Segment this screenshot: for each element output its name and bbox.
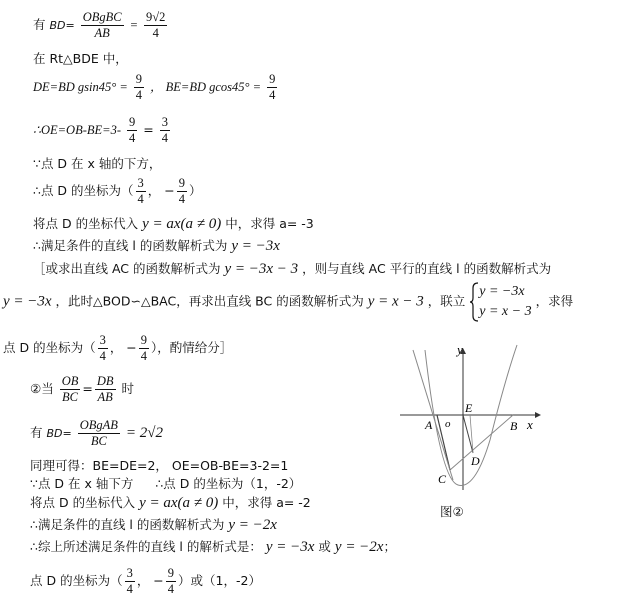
text: ，求得 xyxy=(535,293,574,309)
line-alt-method-1 xyxy=(33,260,551,278)
denominator: BC xyxy=(62,390,79,404)
fraction xyxy=(139,333,149,364)
equation-system xyxy=(479,282,531,322)
equation: y = −3x xyxy=(479,284,525,299)
equation: y = −3x xyxy=(3,293,52,310)
denominator: BC xyxy=(90,434,107,448)
numerator: 9 xyxy=(140,333,148,347)
numerator: 9 xyxy=(135,72,143,86)
text: ∵点 D 在 x 轴下方 xyxy=(30,476,134,491)
numerator: OBgAB xyxy=(79,418,118,432)
line-case-2 xyxy=(30,374,134,405)
text: ∴点 D 的坐标为（ xyxy=(33,183,134,198)
numerator: OBgBC xyxy=(82,10,122,24)
text: 点 D 的坐标为（ xyxy=(3,340,96,355)
line-rt-triangle: 在 Rt△BDE 中， xyxy=(33,51,128,66)
text: BD= xyxy=(46,427,72,440)
text: ， BE=BD gcos45° = xyxy=(150,80,262,94)
numerator: 3 xyxy=(99,333,106,347)
equation: y = −2x xyxy=(228,517,277,533)
text: DE=BD gsin45° = xyxy=(33,80,128,94)
point-d-label: D xyxy=(471,454,480,468)
text: ，此时△BOD∽△BAC，再求出直线 BC 的函数解析式为 xyxy=(55,293,364,309)
line-alt-method-2 xyxy=(3,282,573,322)
line-d-below-x: ∵点 D 在 x 轴的下方， xyxy=(33,156,162,171)
y-label: y xyxy=(457,342,463,357)
fraction xyxy=(95,374,116,405)
x-label: x xyxy=(527,417,533,432)
text: ， − xyxy=(109,340,137,355)
fraction xyxy=(78,418,120,449)
text: = 2√2 xyxy=(125,425,163,441)
text: 将点 D 的坐标代入 xyxy=(33,216,139,231)
line-substitute-2 xyxy=(30,494,311,512)
line-result-1 xyxy=(33,237,280,255)
denominator: AB xyxy=(97,390,113,404)
fraction xyxy=(144,10,167,41)
fraction xyxy=(81,10,124,41)
denominator: 4 xyxy=(161,131,168,145)
fraction xyxy=(166,566,176,597)
text: 中，求得 a= -3 xyxy=(225,216,314,231)
line-oe xyxy=(33,115,172,146)
text: 有 xyxy=(30,425,43,440)
line-bd-formula-1 xyxy=(33,10,169,41)
text: ［或求出直线 AC 的函数解析式为 xyxy=(33,261,221,276)
text: = xyxy=(143,122,154,137)
text: ， − xyxy=(136,573,164,588)
text: ； xyxy=(383,539,396,554)
fraction xyxy=(125,566,135,597)
point-o-label: o xyxy=(445,418,451,430)
equation: y = −3x xyxy=(231,238,280,254)
text: BD= xyxy=(49,19,75,32)
x-axis-arrow-icon xyxy=(535,412,541,418)
point-a-label: A xyxy=(425,418,433,432)
text: 中，求得 a= -2 xyxy=(222,495,311,510)
line-result-2 xyxy=(30,516,277,534)
brace-icon xyxy=(469,282,479,322)
denominator: 4 xyxy=(137,192,144,206)
text: ∴综上所述满足条件的直线 l 的解析式是： xyxy=(30,539,262,554)
line-final-coords xyxy=(30,566,261,597)
numerator: 9 xyxy=(128,115,136,129)
denominator: 4 xyxy=(99,349,106,363)
system-brace xyxy=(469,282,479,322)
text: = xyxy=(129,18,139,32)
fraction xyxy=(267,72,277,103)
denominator: 4 xyxy=(167,582,175,596)
text: 有 xyxy=(33,17,46,32)
line-d-coord-2 xyxy=(3,333,232,364)
point-e-label: E xyxy=(465,401,473,415)
point-c-label: C xyxy=(438,472,447,486)
denominator: 4 xyxy=(269,88,276,102)
denominator: 4 xyxy=(140,349,148,363)
denominator: 4 xyxy=(135,88,143,102)
text: ，联立 xyxy=(427,293,466,309)
numerator: 9 xyxy=(167,566,175,580)
line-de-be xyxy=(33,72,279,103)
fraction xyxy=(60,374,81,405)
equation: y = ax(a ≠ 0) xyxy=(139,495,219,511)
numerator: 3 xyxy=(161,115,168,129)
text: ∴OE=OB-BE=3- xyxy=(33,123,121,137)
denominator: 4 xyxy=(152,26,159,40)
denominator: 4 xyxy=(128,131,136,145)
fraction xyxy=(177,176,187,207)
denominator: 4 xyxy=(126,582,133,596)
fraction xyxy=(136,176,146,207)
text: ，则与直线 AC 平行的直线 l 的函数解析式为 xyxy=(302,261,552,276)
figure-caption: 图② xyxy=(440,504,464,519)
equation: y = −2x xyxy=(334,539,384,555)
text: = xyxy=(82,381,93,396)
text: ②当 xyxy=(30,381,54,396)
text: ），酌情给分］ xyxy=(151,340,233,355)
numerator: 9 xyxy=(269,72,276,86)
point-b-label: B xyxy=(510,419,518,433)
line-summary xyxy=(30,538,396,556)
line-same-reasoning: 同理可得：BE=DE=2， OE=OB-BE=3-2=1 xyxy=(30,458,289,473)
text: ∴满足条件的直线 l 的函数解析式为 xyxy=(30,517,225,532)
numerator: 9 xyxy=(178,176,185,190)
numerator: OB xyxy=(61,374,79,388)
fraction xyxy=(134,72,144,103)
fraction xyxy=(98,333,108,364)
numerator: 3 xyxy=(137,176,144,190)
equation: y = x − 3 xyxy=(367,293,424,310)
line-d-coord-1 xyxy=(33,176,202,207)
equation: y = ax(a ≠ 0) xyxy=(142,216,222,232)
text: 点 D 的坐标为（ xyxy=(30,573,123,588)
text: 时 xyxy=(121,381,135,396)
denominator: 4 xyxy=(178,192,185,206)
line-substitute-1 xyxy=(33,215,314,233)
numerator: DB xyxy=(96,374,114,388)
line-cb xyxy=(450,415,513,470)
numerator: 3 xyxy=(126,566,133,580)
equation: y = −3x − 3 xyxy=(224,261,299,277)
fraction xyxy=(127,115,137,146)
text: 或 xyxy=(318,539,331,554)
text: ）或（1，-2） xyxy=(178,573,261,588)
text: ） xyxy=(188,183,202,198)
text: 将点 D 的坐标代入 xyxy=(30,495,136,510)
numerator: 9√2 xyxy=(146,10,166,24)
fraction xyxy=(160,115,170,146)
denominator: AB xyxy=(94,26,110,40)
equation: y = x − 3 xyxy=(479,304,532,319)
text: ， − xyxy=(147,183,175,198)
text: ∴点 D 的坐标为（1，-2） xyxy=(155,476,302,491)
line-d-below-x-2 xyxy=(30,475,301,493)
line-bd-formula-2 xyxy=(30,418,163,449)
text: ∴满足条件的直线 l 的函数解析式为 xyxy=(33,238,228,253)
equation: y = −3x xyxy=(265,539,315,555)
geometry-figure xyxy=(395,340,545,525)
